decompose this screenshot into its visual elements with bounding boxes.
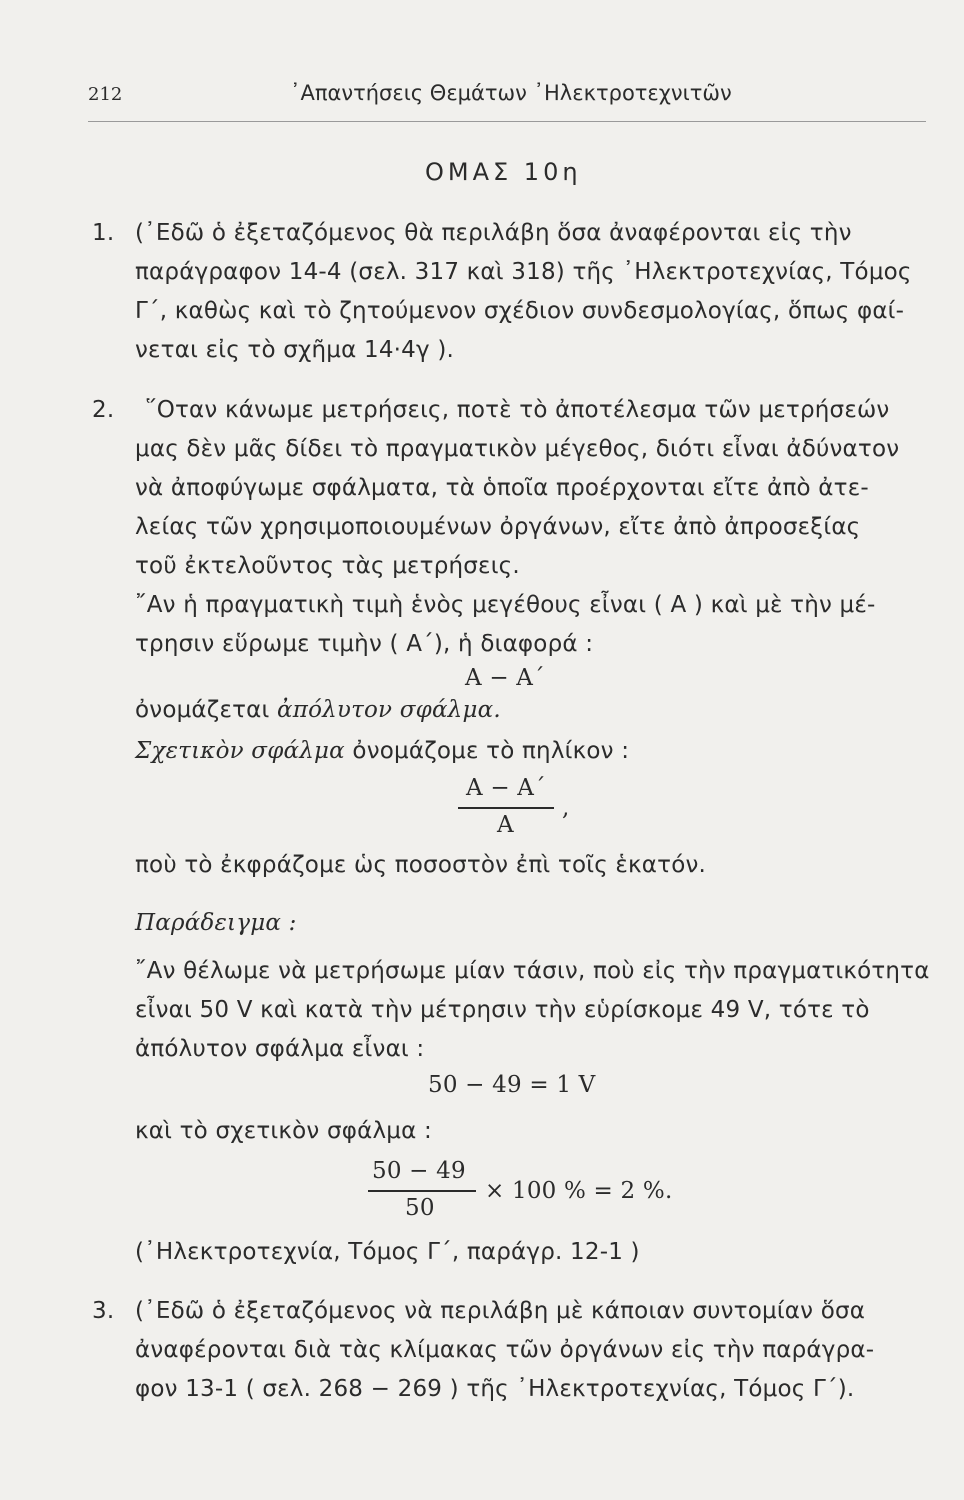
q3-line: (᾿Εδῶ ὁ ἐξεταζόμενος νὰ περιλάβη μὲ κάποιαν συντομίαν ὅσα [135,1298,866,1324]
q2-line: τοῦ ἐκτελοῦντος τὰς μετρήσεις. [135,553,520,579]
running-title: ᾿Απαντήσεις Θεμάτων ᾿Ηλεκτροτεχνιτῶν [290,81,732,105]
reference: (᾿Ηλεκτροτεχνία, Τόμος Γ΄, παράγρ. 12-1 ) [135,1239,640,1265]
relative-error-definition [135,738,629,764]
q1-line: (᾿Εδῶ ὁ ἐξεταζόμενος θὰ περιλάβη ὅσα ἀναφέρονται εἰς τὴν [135,220,852,246]
q2-line: ῞Οταν κάνωμε μετρήσεις, ποτὲ τὸ ἀποτέλεσμα τῶν μετρήσεών [145,397,890,423]
q2-line: ῎Αν ἡ πραγματικὴ τιμὴ ἑνὸς μεγέθους εἶναι ( Α ) καὶ μὲ τὴν μέ- [135,592,876,618]
calculation-denominator: 50 [405,1195,435,1221]
section-title: ΟΜΑΣ 10η [425,158,582,186]
absolute-error-formula: Α − Α΄ [465,665,545,691]
q1-line: νεται εἰς τὸ σχῆμα 14·4γ ). [135,337,454,363]
fraction-bar [368,1190,476,1192]
calculation-numerator: 50 − 49 [372,1158,466,1184]
q3-line: ἀναφέρονται διὰ τὰς κλίμακας τῶν ὀργάνων εἰς τὴν παράγρα- [135,1337,875,1363]
fraction-bar [458,807,554,809]
relative-error-denominator: Α [497,812,514,838]
relative-error-numerator: Α − Α΄ [466,775,546,801]
q3-number: 3. [92,1298,115,1324]
relative-error-intro: καὶ τὸ σχετικὸν σφάλμα : [135,1118,432,1144]
definition-text: ὀνομάζεται [135,697,278,723]
q1-number: 1. [92,220,115,246]
calculation-result: × 100 % = 2 %. [485,1178,673,1204]
percent-line: ποὺ τὸ ἐκφράζομε ὡς ποσοστὸν ἐπὶ τοῖς ἑκατόν. [135,852,707,878]
q2-line: λείας τῶν χρησιμοποιουμένων ὀργάνων, εἴτε ἀπὸ ἀπροσεξίας [135,514,861,540]
q2-line: νὰ ἀποφύγωμε σφάλματα, τὰ ὁποῖα προέρχονται εἴτε ἀπὸ ἀτε- [135,475,869,501]
fraction-comma: , [562,795,570,821]
example-line: ῎Αν θέλωμε νὰ μετρήσωμε μίαν τάσιν, ποὺ εἰς τὴν πραγματικότητα [135,958,930,984]
example-line: εἶναι 50 V καὶ κατὰ τὴν μέτρησιν τὴν εὑρίσκομε 49 V, τότε τὸ [135,997,870,1023]
q2-line: μας δὲν μᾶς δίδει τὸ πραγματικὸν μέγεθος, διότι εἶναι ἀδύνατον [135,436,900,462]
q2-number: 2. [92,397,115,423]
example-heading: Παράδειγμα : [135,910,297,936]
q1-line: παράγραφον 14-4 (σελ. 317 καὶ 318) τῆς ᾿Ηλεκτροτεχνίας, Τόμος [135,259,912,285]
q3-line: φον 13-1 ( σελ. 268 − 269 ) τῆς ᾿Ηλεκτροτεχνίας, Τόμος Γ΄). [135,1376,855,1402]
q1-line: Γ΄, καθὼς καὶ τὸ ζητούμενον σχέδιον συνδεσμολογίας, ὅπως φαί- [135,298,905,324]
example-line: ἀπόλυτον σφάλμα εἶναι : [135,1036,425,1062]
page-number: 212 [88,84,123,105]
definition-term: Σχετικὸν σφάλμα [135,738,345,764]
definition-text: ὀνομάζομε τὸ πηλίκον : [344,738,630,764]
header-rule [88,121,926,122]
absolute-error-definition [135,697,501,723]
definition-term: ἀπόλυτον σφάλμα. [277,697,501,723]
q2-line: τρησιν εὕρωμε τιμὴν ( Α΄), ἡ διαφορά : [135,631,594,657]
absolute-error-calculation: 50 − 49 = 1 V [428,1072,596,1098]
